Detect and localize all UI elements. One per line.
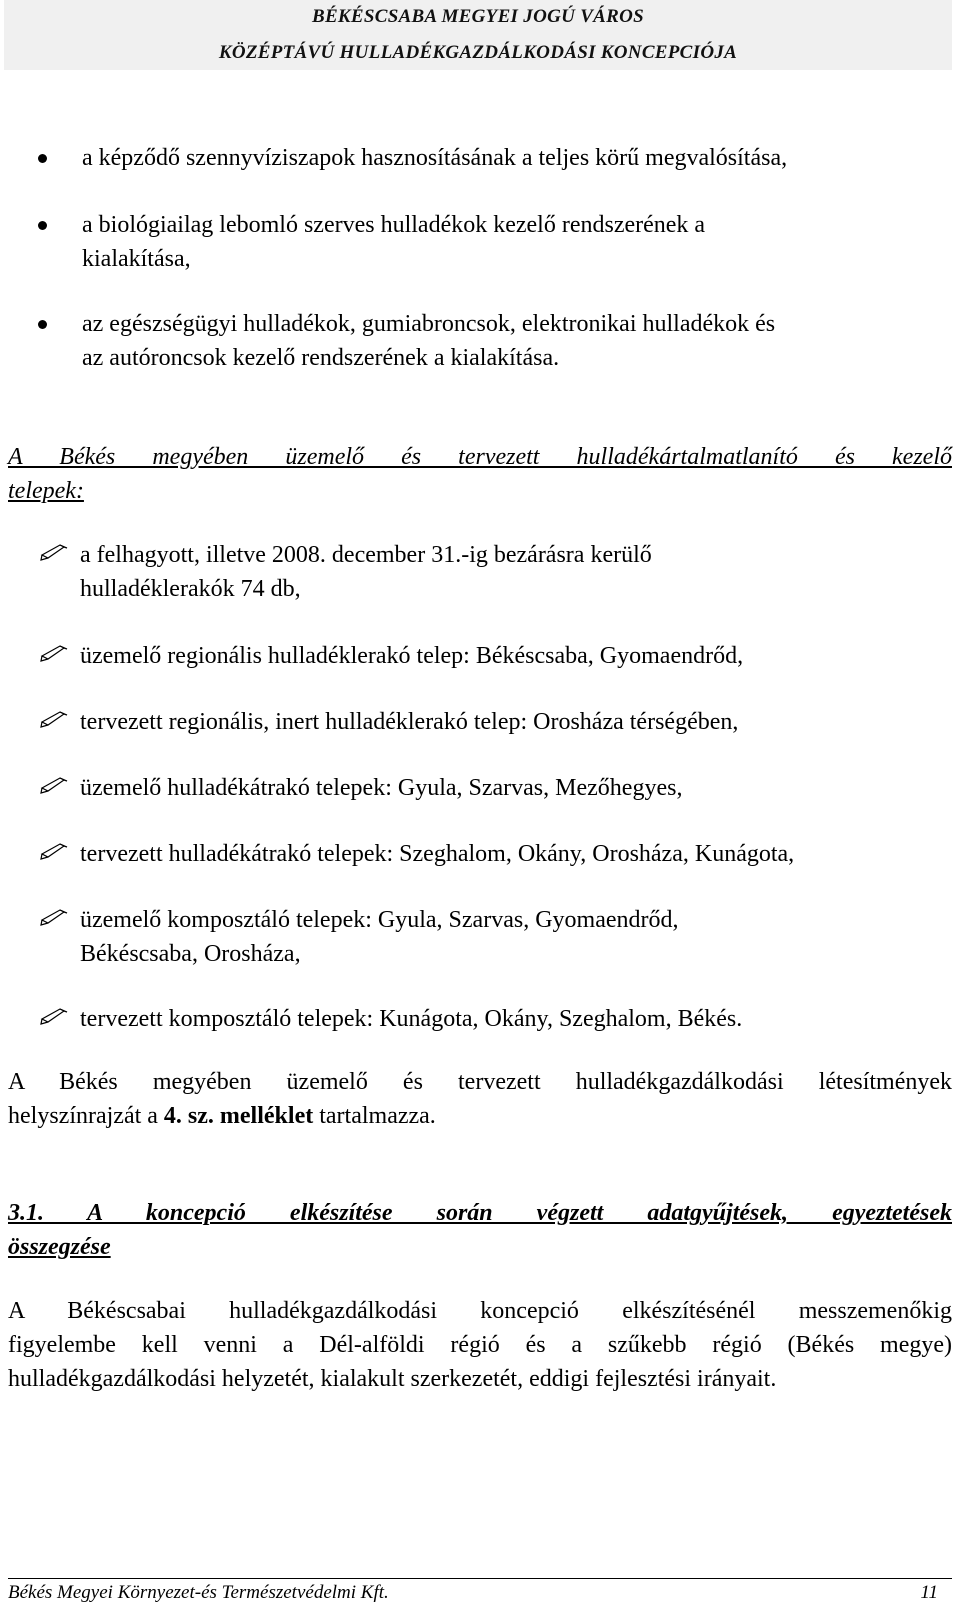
writing-hand-icon — [40, 541, 70, 563]
writing-hand-icon — [40, 906, 70, 928]
bullet-item-continued: kialakítása, — [82, 246, 191, 272]
writing-hand-icon — [40, 774, 70, 796]
site-item-continued: hulladéklerakók 74 db, — [80, 576, 301, 602]
map-note-line1: A Békés megyében üzemelő és tervezett hulladékgazdálkodási létesítmények — [8, 1069, 952, 1095]
site-item: a felhagyott, illetve 2008. december 31.-ig bezárásra kerülő — [80, 542, 652, 568]
section-heading-line1: 3.1. A koncepció elkészítése során végzett adatgyűjtések, egyeztetések — [8, 1200, 952, 1226]
paragraph-line2: figyelembe kell venni a Dél-alföldi régió és a szűkebb régió (Békés megye) — [8, 1332, 952, 1358]
section-heading-line2: összegzése — [8, 1234, 111, 1260]
map-note-text: helyszínrajzát a — [8, 1103, 164, 1129]
sites-heading-line2: telepek: — [8, 478, 84, 504]
map-note-text-end: tartalmazza. — [313, 1103, 436, 1129]
bullet-item-continued: az autóroncsok kezelő rendszerének a kialakítása. — [82, 345, 560, 371]
writing-hand-icon — [40, 840, 70, 862]
site-item-continued: Békéscsaba, Orosháza, — [80, 941, 301, 967]
site-item: üzemelő komposztáló telepek: Gyula, Szarvas, Gyomaendrőd, — [80, 907, 679, 933]
sites-heading-line1: A Békés megyében üzemelő és tervezett hulladékártalmatlanító és kezelő — [8, 444, 952, 470]
footer-company: Békés Megyei Környezet-és Természetvédelmi Kft. — [8, 1582, 389, 1603]
bullet-dot-icon — [38, 154, 47, 163]
map-note — [8, 1065, 952, 1133]
writing-hand-icon — [40, 1005, 70, 1027]
bullet-dot-icon — [38, 221, 47, 230]
header-subtitle: KÖZÉPTÁVÚ HULLADÉKGAZDÁLKODÁSI KONCEPCIÓJA — [218, 42, 738, 63]
bullet-item: a biológiailag lebomló szerves hulladékok kezelő rendszerének a — [82, 212, 706, 238]
paragraph-line3: hulladékgazdálkodási helyzetét, kialakult szerkezetét, eddigi fejlesztési irányait. — [8, 1366, 777, 1392]
writing-hand-icon — [40, 708, 70, 730]
sites-heading — [8, 440, 952, 508]
paragraph-line1: A Békéscsabai hulladékgazdálkodási koncepció elkészítésénél messzemenőkig — [8, 1298, 952, 1324]
annex-reference: 4. sz. melléklet — [163, 1103, 314, 1129]
page-header — [4, 0, 952, 70]
site-item: üzemelő regionális hulladéklerakó telep: Békéscsaba, Gyomaendrőd, — [80, 643, 744, 669]
footer-divider — [8, 1578, 952, 1579]
site-item: üzemelő hulladékátrakó telepek: Gyula, Szarvas, Mezőhegyes, — [80, 775, 683, 801]
site-item: tervezett regionális, inert hulladéklerakó telep: Orosháza térségében, — [80, 709, 739, 735]
bullet-item: az egészségügyi hulladékok, gumiabroncsok, elektronikai hulladékok és — [82, 311, 776, 337]
map-note-line2 — [8, 1103, 436, 1129]
bullet-item: a képződő szennyvíziszapok hasznosításának a teljes körű megvalósítása, — [82, 145, 788, 171]
section-heading — [8, 1196, 952, 1264]
body-paragraph — [8, 1294, 952, 1396]
writing-hand-icon — [40, 642, 70, 664]
site-item: tervezett hulladékátrakó telepek: Szeghalom, Okány, Orosháza, Kunágota, — [80, 841, 795, 867]
bullet-dot-icon — [38, 320, 47, 329]
header-title: BÉKÉSCSABA MEGYEI JOGÚ VÁROS — [311, 6, 645, 27]
site-item: tervezett komposztáló telepek: Kunágota, Okány, Szeghalom, Békés. — [80, 1006, 743, 1032]
page-number: 11 — [920, 1582, 938, 1603]
